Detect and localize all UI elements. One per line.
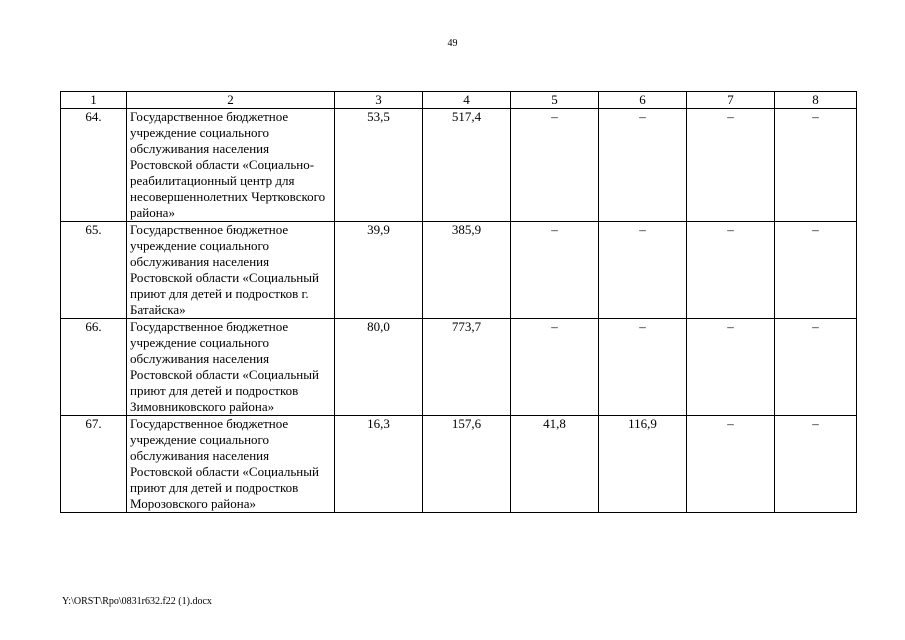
institution-name: Государственное бюджетное учреждение социального обслуживания населения Ростовской области «Социальный приют для детей и подростков Зимовниковского района» — [127, 319, 335, 416]
row-number: 67. — [61, 416, 127, 513]
row-number: 66. — [61, 319, 127, 416]
cell-col-3: 80,0 — [335, 319, 423, 416]
data-table — [60, 91, 857, 513]
cell-col-7: – — [687, 319, 775, 416]
cell-col-6: – — [599, 319, 687, 416]
cell-col-4: 517,4 — [423, 109, 511, 222]
cell-col-6: – — [599, 222, 687, 319]
column-header: 8 — [775, 92, 857, 109]
cell-col-5: – — [511, 319, 599, 416]
institution-name: Государственное бюджетное учреждение социального обслуживания населения Ростовской области «Социально-реабилитационный центр для несовершеннолетних Чертковского района» — [127, 109, 335, 222]
cell-col-3: 53,5 — [335, 109, 423, 222]
cell-col-8: – — [775, 109, 857, 222]
cell-col-3: 16,3 — [335, 416, 423, 513]
page-number: 49 — [447, 38, 458, 49]
cell-col-4: 773,7 — [423, 319, 511, 416]
cell-col-6: 116,9 — [599, 416, 687, 513]
cell-col-7: – — [687, 222, 775, 319]
column-header: 7 — [687, 92, 775, 109]
column-header: 1 — [61, 92, 127, 109]
cell-col-7: – — [687, 109, 775, 222]
cell-col-3: 39,9 — [335, 222, 423, 319]
footer-file-path: Y:\ORST\Rpo\0831r632.f22 (1).docx — [62, 596, 212, 607]
column-header: 3 — [335, 92, 423, 109]
table-row — [61, 109, 857, 222]
cell-col-8: – — [775, 416, 857, 513]
table-row — [61, 319, 857, 416]
row-number: 65. — [61, 222, 127, 319]
cell-col-5: – — [511, 109, 599, 222]
institution-name: Государственное бюджетное учреждение социального обслуживания населения Ростовской области «Социальный приют для детей и подростков Морозовского района» — [127, 416, 335, 513]
cell-col-7: – — [687, 416, 775, 513]
cell-col-5: – — [511, 222, 599, 319]
column-header: 4 — [423, 92, 511, 109]
row-number: 64. — [61, 109, 127, 222]
cell-col-4: 385,9 — [423, 222, 511, 319]
cell-col-6: – — [599, 109, 687, 222]
cell-col-4: 157,6 — [423, 416, 511, 513]
cell-col-8: – — [775, 222, 857, 319]
column-header: 2 — [127, 92, 335, 109]
column-header: 6 — [599, 92, 687, 109]
cell-col-8: – — [775, 319, 857, 416]
cell-col-5: 41,8 — [511, 416, 599, 513]
table-header-row — [61, 92, 857, 109]
institution-name: Государственное бюджетное учреждение социального обслуживания населения Ростовской области «Социальный приют для детей и подростков г. Батайска» — [127, 222, 335, 319]
table-row — [61, 222, 857, 319]
column-header: 5 — [511, 92, 599, 109]
table-row — [61, 416, 857, 513]
